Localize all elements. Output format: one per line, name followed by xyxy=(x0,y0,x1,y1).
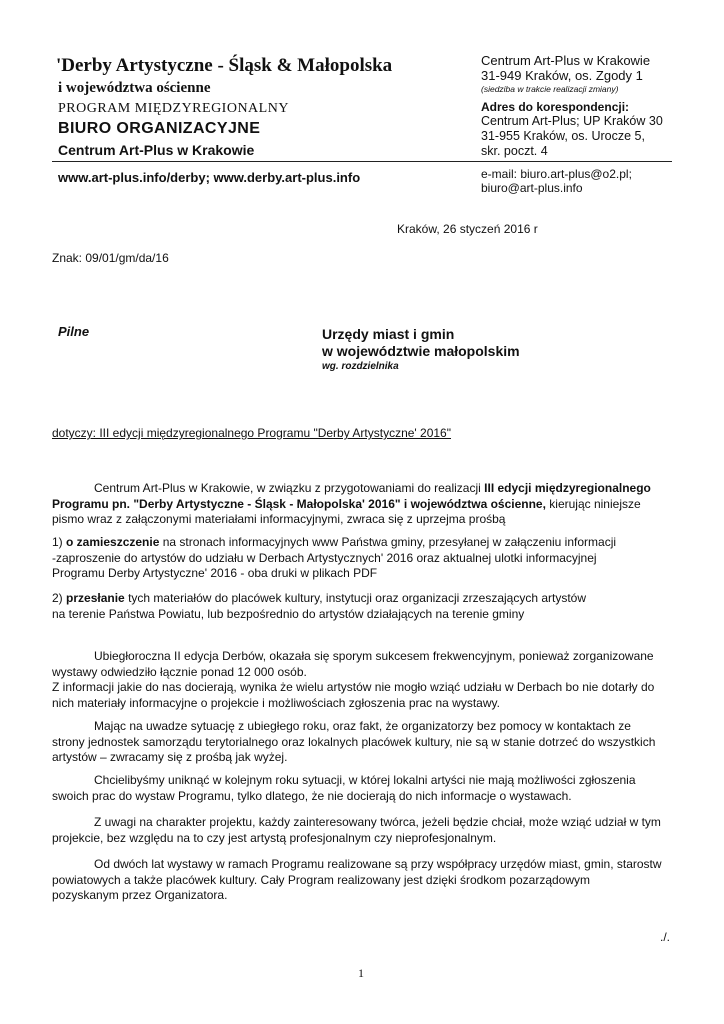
item-1-text-1: na stronach informacyjnych www Państwa gminy, przesyłanej w załączeniu informacji xyxy=(162,535,617,549)
p3-text-1: Chcielibyśmy uniknąć w kolejnym roku sytuacji, w której lokalni artyści nie mają możliwości zgłoszenia xyxy=(94,773,636,787)
correspondence-label: Adres do korespondencji: xyxy=(481,100,630,114)
recipient-line-2: w województwie małopolskim xyxy=(322,343,520,359)
paragraph-3 xyxy=(52,773,677,804)
letterhead-subtitle: i województwa ościenne xyxy=(58,80,211,96)
p5-text-2: powiatowych a także placówek kultury. Cały Program realizowany jest dzięki środkom pozarządowym xyxy=(52,872,590,887)
item-2-text-2: na terenie Państwa Powiatu, lub bezpośrednio do artystów działających na terenie gminy xyxy=(52,606,525,621)
intro-bold-1: III edycji międzyregionalnego xyxy=(484,481,651,495)
intro-text-3: pismo wraz z załączonymi materiałami informacyjnymi, zwraca się z uprzejma prośbą xyxy=(52,512,506,526)
page-number: 1 xyxy=(358,966,364,980)
urgent-label: Pilne xyxy=(58,324,90,339)
item-2-text-1: tych materiałów do placówek kultury, instytucji oraz organizacji zrzeszających artystów xyxy=(128,591,587,605)
p1-text-1: Ubiegłoroczna II edycja Derbów, okazała się sporym sukcesem frekwencyjnym, ponieważ zorganizowane xyxy=(94,649,654,663)
correspondence-line-3: skr. poczt. 4 xyxy=(481,144,548,158)
item-2-number: 2) xyxy=(52,591,63,605)
p2-text-1: Mając na uwadze sytuację z ubiegłego roku, oraz fakt, że organizatorzy bez pomocy w kontaktach ze xyxy=(94,719,631,733)
email-line-2[interactable]: biuro@art-plus.info xyxy=(481,181,583,195)
list-item-2 xyxy=(52,591,677,622)
item-1-bold: o zamieszczenie xyxy=(66,535,160,549)
p2-text-2: strony jednostek samorządu terytorialnego oraz lokalnych placówek kultury, nie są w stanie dotrzeć do wszystkich xyxy=(52,734,656,749)
websites[interactable]: www.art-plus.info/derby; www.derby.art-plus.info xyxy=(58,170,361,185)
address-note: (siedziba w trakcie realizacji zmiany) xyxy=(481,84,619,94)
paragraph-2 xyxy=(52,719,677,766)
item-1-text-3: Programu Derby Artystyczne' 2016 - oba druki w plikach PDF xyxy=(52,566,378,580)
p1-text-3: Z informacji jakie do nas docierają, wynika że wielu artystów nie mogło wziąć udziału w Derbach bo nie dotarły do xyxy=(52,680,655,694)
p4-text-1: Z uwagi na charakter projektu, każdy zainteresowany twórca, jeżeli będzie chciał, może wziąć udział w tym xyxy=(94,815,661,829)
program-label: PROGRAM MIĘDZYREGIONALNY xyxy=(58,101,289,116)
intro-paragraph xyxy=(52,481,677,528)
address-name: Centrum Art-Plus w Krakowie xyxy=(481,53,651,68)
p1-text-4: nich materiały informacyjne o projekcie i możliwościach zgłoszenia prac na wystawy. xyxy=(52,695,500,710)
recipient-line-1: Urzędy miast i gmin xyxy=(322,326,455,342)
office-label: BIURO ORGANIZACYJNE xyxy=(58,120,261,137)
paragraph-1 xyxy=(52,649,677,711)
item-2-bold: przesłanie xyxy=(66,591,125,605)
subject-line: dotyczy: III edycji międzyregionalnego Programu "Derby Artystyczne' 2016" xyxy=(52,426,451,440)
p2-text-3: artystów – zwracamy się z prośbą jak wyżej. xyxy=(52,750,288,764)
recipient-line-3: wg. rozdzielnika xyxy=(322,361,399,372)
letterhead-title: 'Derby Artystyczne - Śląsk & Małopolska xyxy=(56,55,393,76)
email-line-1[interactable]: e-mail: biuro.art-plus@o2.pl; xyxy=(481,167,632,181)
centre-label: Centrum Art-Plus w Krakowie xyxy=(58,142,255,158)
p5-text-1: Od dwóch lat wystawy w ramach Programu realizowane są przy współpracy urzędów miast, gmin, starostw xyxy=(94,857,662,871)
intro-text-1: Centrum Art-Plus w Krakowie, w związku z przygotowaniami do realizacji xyxy=(94,481,481,495)
header-divider xyxy=(52,161,672,162)
intro-bold-2: Programu pn. "Derby Artystyczne - Śląsk - Małopolska' 2016" i województwa ościenne, xyxy=(52,496,546,511)
p4-text-2: projekcie, bez względu na to czy jest artystą profesjonalnym czy nieprofesjonalnym. xyxy=(52,830,497,845)
continuation-mark: ./. xyxy=(660,930,671,944)
correspondence-line-2: 31-955 Kraków, os. Urocze 5, xyxy=(481,129,645,143)
paragraph-5 xyxy=(52,857,677,904)
p1-text-2: wystawy odwiedziło łącznie ponad 12 000 osób. xyxy=(52,664,307,679)
reference-number: Znak: 09/01/gm/da/16 xyxy=(52,251,169,265)
correspondence-line-1: Centrum Art-Plus; UP Kraków 30 xyxy=(481,114,663,128)
intro-text-2: kierując niniejsze xyxy=(549,496,641,511)
list-item-1 xyxy=(52,535,677,582)
letter-date: Kraków, 26 styczeń 2016 r xyxy=(397,222,538,236)
paragraph-4 xyxy=(52,815,677,846)
address-street: 31-949 Kraków, os. Zgody 1 xyxy=(481,68,643,83)
item-1-text-2: -zaproszenie do artystów do udziału w Derbach Artystycznych' 2016 oraz aktualnej ulotki informacyjnej xyxy=(52,550,597,565)
item-1-number: 1) xyxy=(52,535,63,549)
p3-text-2: swoich prac do wystaw Programu, tylko dlatego, że nie docierają do nich informacje o wystawach. xyxy=(52,788,572,803)
p5-text-3: pozyskanym przez Organizatora. xyxy=(52,888,228,902)
